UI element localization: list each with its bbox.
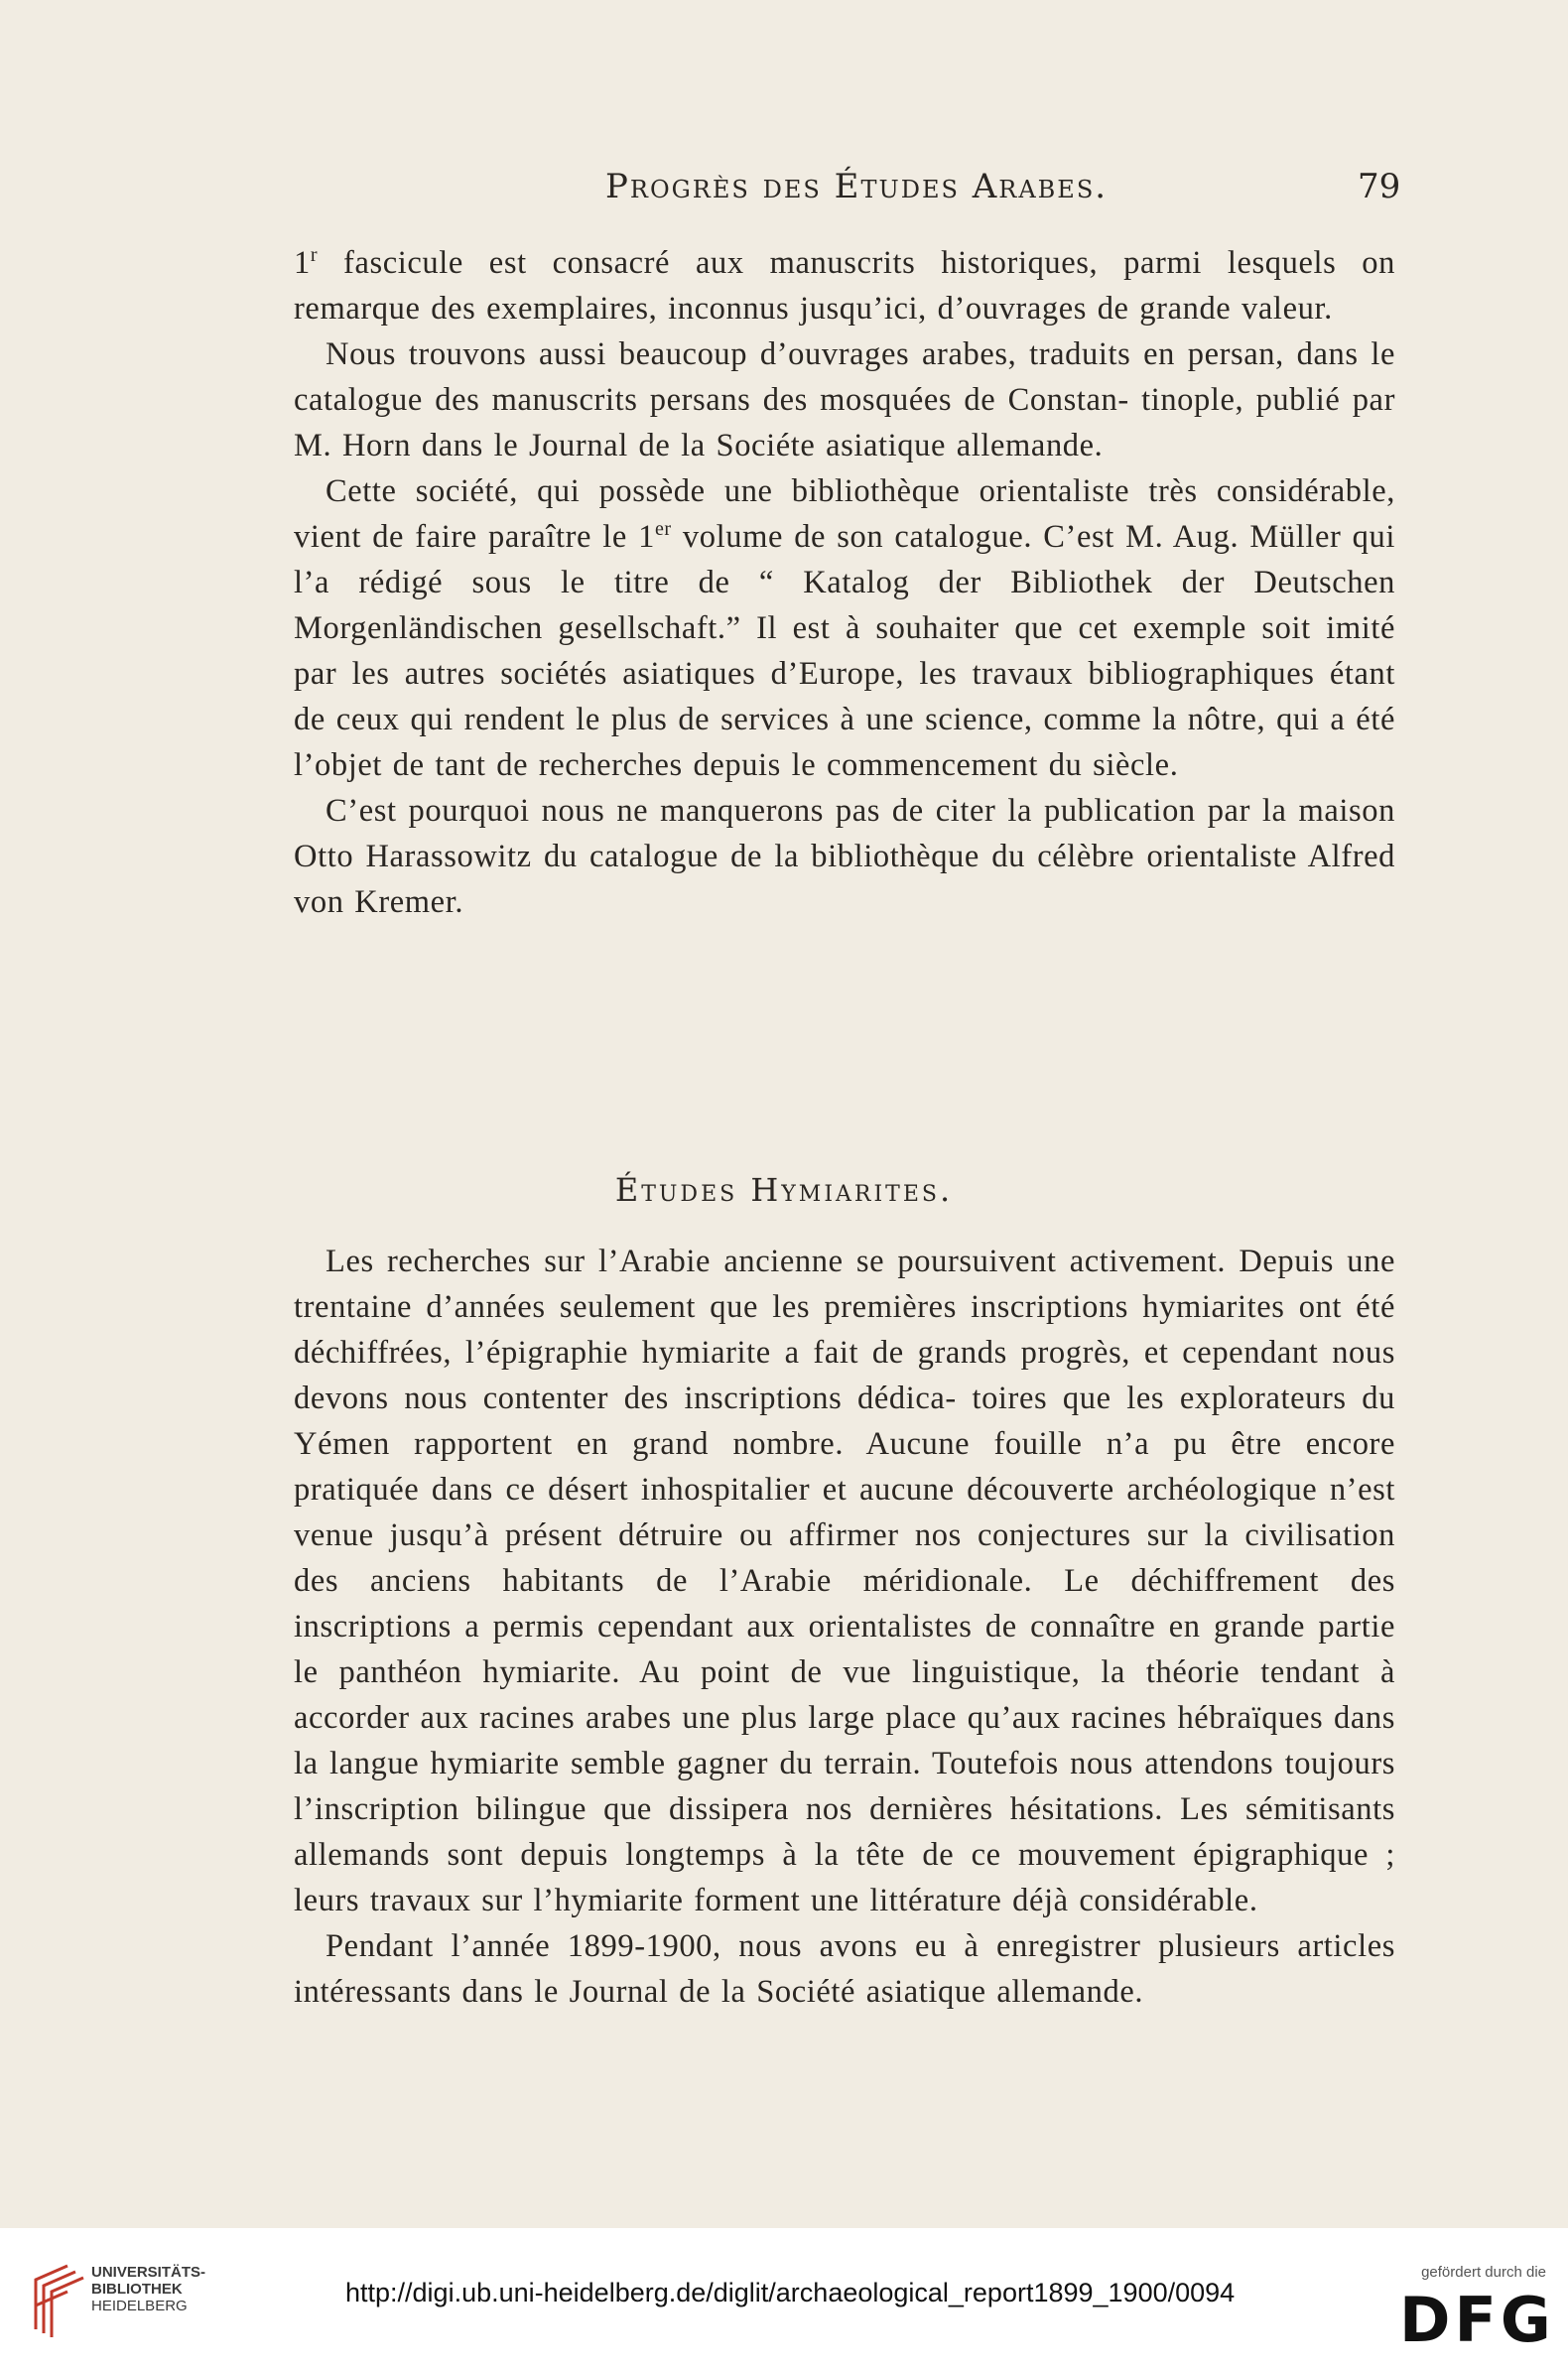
- funding-text: gefördert durch die: [1421, 2264, 1546, 2281]
- paragraph-text: Cette société, qui possède une bibliothèque orientaliste très considérable, vient de faire paraître le 1: [294, 473, 1395, 555]
- paragraph-year-articles: Pendant l’année 1899-1900, nous avons eu à enregistrer plusieurs articles intéressants dans le Journal de la Société asiatique allemande.: [294, 1928, 1395, 2010]
- dfg-logo: DFG: [1399, 2284, 1555, 2356]
- paragraph-text: volume de son catalogue. C’est M. Aug. Müller qui l’a rédigé sous le titre de “ Katalog der Bibliothek der Deutschen Morgenländischen gesellschaft.” Il est à souhaiter que cet exemple soit imité par les autres sociétés asiatiques d’Europe, les travaux bibliographiques étant de ceux qui rendent le plus de services à une science, comme la nôtre, qui a été l’objet de tant de recherches depuis le commencement du siècle.: [294, 519, 1395, 783]
- paragraph-kremer-catalogue: C’est pourquoi nous ne manquerons pas de citer la publication par la maison Otto Harassowitz du catalogue de la bibliothèque du célèbre orientaliste Alfred von Kremer.: [294, 793, 1395, 920]
- page-number: 79: [1358, 167, 1401, 206]
- text-block-catalogues: [294, 240, 1395, 925]
- library-name-line: HEIDELBERG: [91, 2298, 188, 2314]
- paragraph-fascicule: [294, 240, 1395, 331]
- running-head: [0, 167, 1568, 216]
- library-logo-icon: [28, 2260, 87, 2339]
- library-name-line: UNIVERSITÄTS-: [91, 2264, 206, 2281]
- library-name-line: BIBLIOTHEK: [91, 2281, 183, 2298]
- ordinal-suffix: er: [654, 518, 672, 541]
- library-name: [91, 2264, 205, 2314]
- running-title: Progrès des Études Arabes.: [605, 167, 1109, 206]
- paragraph-arabia-research: Les recherches sur l’Arabie ancienne se poursuivent activement. Depuis une trentaine d’années seulement que les premières inscriptions hymiarites ont été déchiffrées, l’épigraphie hymiarite a fait de grands progrès, et cependant nous devons nous contenter des inscriptions dédica- toires que les explorateurs du Yémen rapportent en grand nombre. Aucune fouille n’a pu être encore pratiquée dans ce désert inhospitalier et aucune découverte archéologique n’est venue jusqu’à présent détruire ou affirmer nos conjectures sur la civilisation des anciens habitants de l’Arabie méridionale. Le déchiffrement des inscriptions a permis cependant aux orientalistes de connaître en grande partie le panthéon hymiarite. Au point de vue linguistique, la théorie tendant à accorder aux racines arabes une plus large place qu’aux racines hébraïques dans la langue hymiarite semble gagner du terrain. Toutefois nous attendons toujours l’inscription bilingue que dissipera nos dernières hésitations. Les sémitisants allemands sont depuis longtemps à la tête de ce mouvement épigraphique ; leurs travaux sur l’hymiarite forment une littérature déjà considérable.: [294, 1244, 1395, 1918]
- digitization-footer: [0, 2228, 1568, 2370]
- paragraph-society-catalogue: [294, 468, 1395, 788]
- paragraph-text: fascicule est consacré aux manuscrits historiques, parmi lesquels on remarque des exemplaires, inconnus jusqu’ici, d’ouvrages de grande valeur.: [294, 245, 1395, 327]
- text-block-hymiarites: [294, 1239, 1395, 2015]
- permalink-url[interactable]: http://digi.ub.uni-heidelberg.de/diglit/archaeological_report1899_1900/0094: [345, 2278, 1236, 2307]
- ordinal-suffix: r: [310, 244, 319, 267]
- paragraph-persian-catalogue: Nous trouvons aussi beaucoup d’ouvrages arabes, traduits en persan, dans le catalogue des manuscrits persans des mosquées de Constan- tinople, publié par M. Horn dans le Journal de la Sociéte asiatique allemande.: [294, 336, 1395, 463]
- section-heading: Études Hymiarites.: [614, 1171, 954, 1209]
- ordinal-number: 1: [294, 245, 311, 281]
